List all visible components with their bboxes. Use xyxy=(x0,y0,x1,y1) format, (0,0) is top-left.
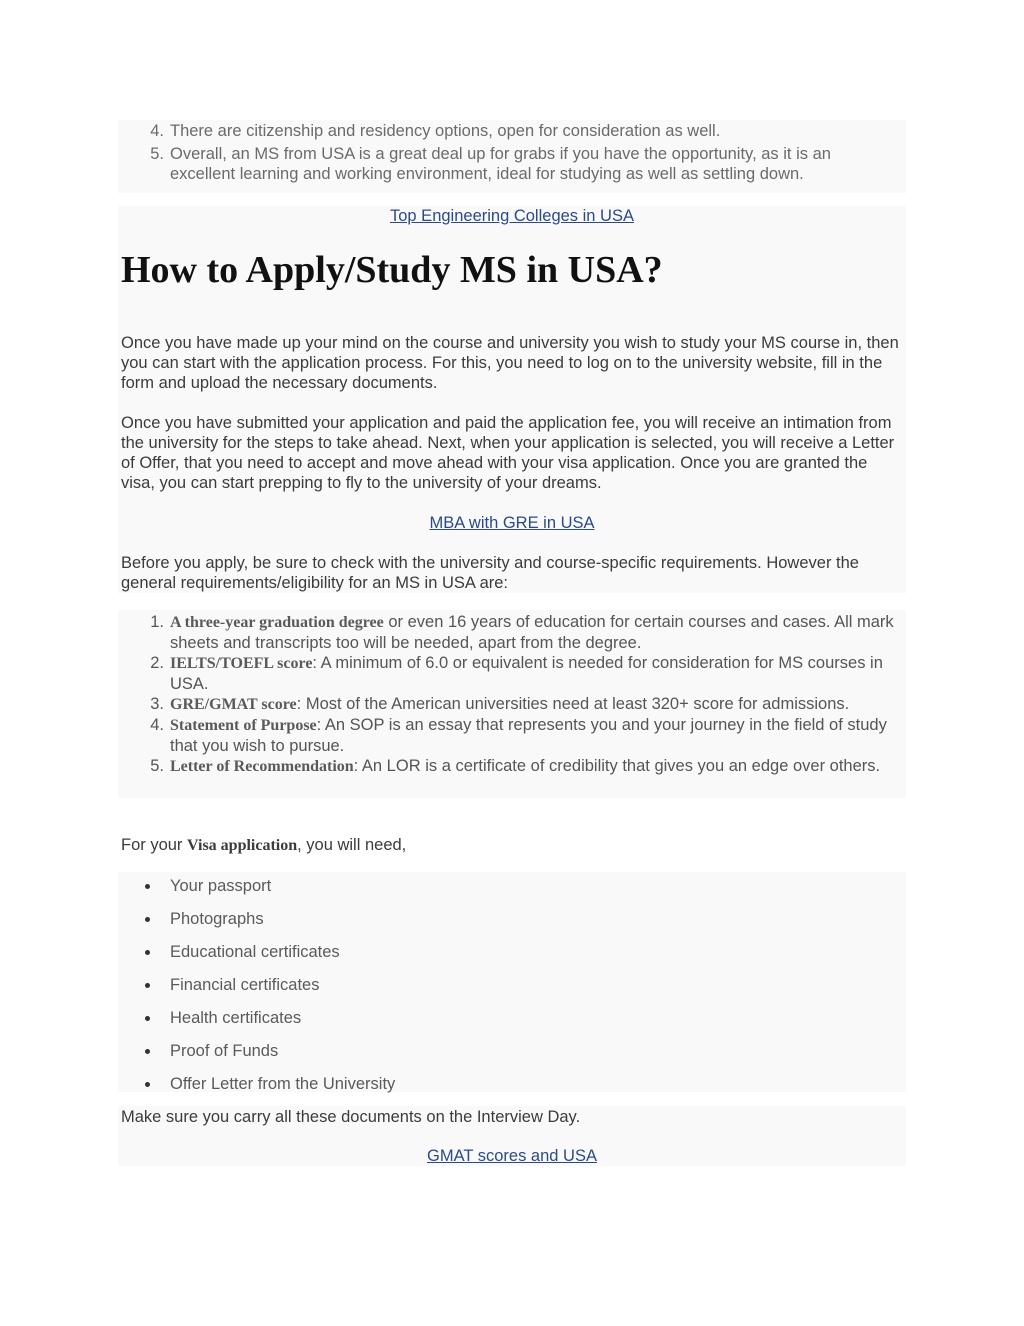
requirement-term: GRE/GMAT score xyxy=(170,696,297,713)
list-number: 5. xyxy=(150,145,164,163)
list-item xyxy=(118,1041,906,1074)
visa-prefix: For your xyxy=(121,836,188,854)
list-item-text: Your passport xyxy=(170,877,272,895)
list-number: 5. xyxy=(150,757,164,775)
requirement-text: : A minimum of 6.0 or equivalent is needed for consideration for MS courses in USA. xyxy=(170,654,883,693)
list-number: 2. xyxy=(150,654,164,672)
requirement-text: : An LOR is a certificate of credibility that gives you an edge over others. xyxy=(353,757,881,775)
list-number: 1. xyxy=(150,613,164,631)
list-item-text: Proof of Funds xyxy=(170,1042,279,1060)
bullet-icon xyxy=(145,1049,150,1054)
list-item-text: Educational certificates xyxy=(170,943,340,961)
paragraph-offer: Once you have submitted your application and paid the application fee, you will receive an intimation from the university for the steps to take ahead. Next, when your application is selected, you will receive a Letter of Offer, that you need to accept and move ahead with your visa application. Once you are granted the visa, you can start prepping to fly to the university of your dreams. xyxy=(121,414,895,492)
list-item xyxy=(118,1008,906,1041)
closing-paragraph: Make sure you carry all these documents on the Interview Day. xyxy=(121,1108,581,1126)
paragraph-application: Once you have made up your mind on the course and university you wish to study your MS course in, then you can start with the application process. For this, you need to log on to the university website, fill in the form and upload the necessary documents. xyxy=(121,334,899,392)
bullet-icon xyxy=(145,917,150,922)
bullet-icon xyxy=(145,884,150,889)
paragraph-requirements-intro: Before you apply, be sure to check with the university and course-specific requirements. However the general requirements/eligibility for an MS in USA are: xyxy=(121,554,859,592)
list-item xyxy=(118,1074,906,1107)
list-item xyxy=(118,876,906,909)
requirement-term: Letter of Recommendation xyxy=(170,758,354,775)
requirement-text: : An SOP is an essay that represents you and your journey in the field of study that you wish to pursue. xyxy=(170,716,887,755)
gmat-scores-link[interactable]: GMAT scores and USA xyxy=(427,1147,597,1165)
mba-with-gre-link[interactable]: MBA with GRE in USA xyxy=(429,514,595,532)
requirement-text: or even 16 years of education for certain courses and cases. All mark sheets and transcripts too will be needed, apart from the degree. xyxy=(170,613,894,652)
requirements-list xyxy=(118,612,906,777)
bullet-icon xyxy=(145,983,150,988)
list-item xyxy=(118,715,906,756)
requirement-term: IELTS/TOEFL score xyxy=(170,655,313,672)
top-engineering-colleges-link[interactable]: Top Engineering Colleges in USA xyxy=(390,207,634,225)
list-item xyxy=(118,975,906,1008)
bullet-icon xyxy=(145,1016,150,1021)
link-row xyxy=(118,1146,906,1166)
list-number: 4. xyxy=(150,122,164,140)
requirement-text: : Most of the American universities need at least 320+ score for admissions. xyxy=(296,695,850,713)
link-row xyxy=(118,206,906,226)
list-item-text: Offer Letter from the University xyxy=(170,1075,396,1093)
requirement-term: A three-year graduation degree xyxy=(170,614,384,631)
list-item xyxy=(118,653,906,694)
list-number: 4. xyxy=(150,716,164,734)
list-item xyxy=(118,756,906,777)
visa-term: Visa application xyxy=(187,837,298,854)
list-item-text: Overall, an MS from USA is a great deal up for grabs if you have the opportunity, as it is an excellent learning and working environment, ideal for studying as well as settling down. xyxy=(170,145,831,183)
list-item xyxy=(118,942,906,975)
visa-documents-list xyxy=(118,876,906,1107)
list-item xyxy=(118,694,906,715)
benefits-list xyxy=(118,121,906,184)
requirement-term: Statement of Purpose xyxy=(170,717,317,734)
list-item xyxy=(118,144,906,184)
list-item xyxy=(118,121,906,141)
visa-suffix: , you will need, xyxy=(297,836,407,854)
list-item-text: Financial certificates xyxy=(170,976,320,994)
list-item xyxy=(118,909,906,942)
bullet-icon xyxy=(145,950,150,955)
list-item-text: Photographs xyxy=(170,910,264,928)
list-number: 3. xyxy=(150,695,164,713)
list-item-text: Health certificates xyxy=(170,1009,302,1027)
bullet-icon xyxy=(145,1082,150,1087)
link-row xyxy=(118,513,906,533)
list-item-text: There are citizenship and residency options, open for consideration as well. xyxy=(170,122,721,140)
visa-intro xyxy=(121,835,905,856)
list-item xyxy=(118,612,906,653)
page-heading: How to Apply/Study MS in USA? xyxy=(121,249,663,291)
